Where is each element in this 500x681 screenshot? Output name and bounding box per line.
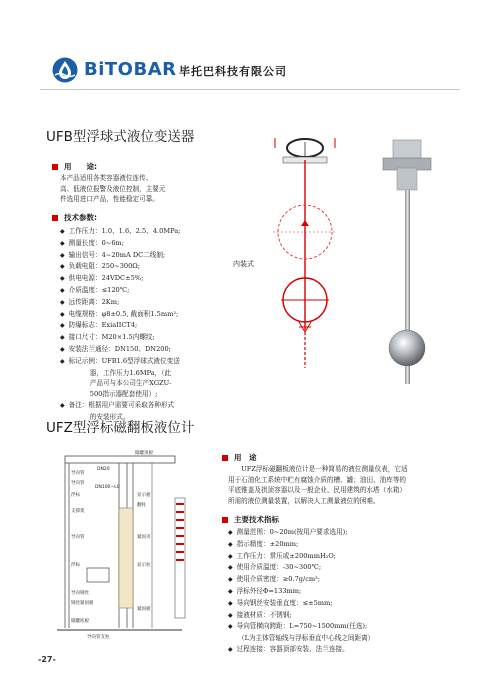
spec-text: （L为主体管轴线与浮标垂直中心线之间距离）	[238, 634, 375, 643]
diamond-bullet-icon: ◆	[60, 334, 65, 342]
spec-text: 工作压力：1.0、1.6、2.5、4.0MPa;	[68, 227, 181, 235]
diamond-bullet-icon: ◆	[60, 239, 65, 247]
spec-item	[228, 562, 468, 574]
water-drop-logo-icon	[52, 57, 78, 83]
spec-item	[60, 320, 240, 332]
ufz-diagram-label: 紧固板	[137, 607, 151, 612]
ufz-use-line: 所需的液位测量装置，以解决人工测量液位的困难。	[228, 496, 380, 505]
ufb-use-heading-text: 用 途:	[64, 162, 97, 171]
ufz-diagram-label: 显示柱	[137, 563, 151, 568]
spec-text: 使用介质密度：≥0.7g/cm³;	[236, 575, 321, 584]
ufb-diagram-label: 内装式	[233, 260, 254, 268]
ufz-diagram-label: 储罐底板	[71, 619, 89, 624]
ufb-use-line: 本产品适用各类容器液位连传、	[60, 174, 153, 182]
spec-text: 器，工作压力1.6MPa，（此	[70, 368, 172, 377]
diamond-bullet-icon: ◆	[60, 401, 65, 409]
ufz-diagram-label: 浮标	[71, 563, 80, 568]
brand-name: BiTOBAR	[84, 59, 177, 80]
spec-item	[228, 644, 468, 656]
ufz-diagram-label: 支撑架	[71, 509, 85, 514]
spec-item	[60, 285, 240, 297]
spec-item	[60, 400, 240, 412]
diamond-bullet-icon: ◆	[60, 286, 65, 294]
page-number: -27-	[38, 655, 56, 664]
diamond-bullet-icon: ◆	[228, 576, 233, 584]
ufz-diagram-label: 显示板	[137, 493, 151, 498]
spec-text: 500指示器配套使用）;	[70, 390, 158, 399]
spec-text: 负载电阻：250~300Ω;	[68, 262, 140, 271]
spec-text: 测量长度：0~6m;	[68, 238, 124, 247]
spec-text: 安装法兰通径：DN150、DN200;	[68, 344, 171, 353]
diamond-bullet-icon: ◆	[60, 263, 65, 271]
spec-text: 电缆规格：φ8±0.5, 截面积1.5mm²;	[68, 309, 179, 318]
ufz-diagram-label: 钢丝紧固板	[71, 601, 94, 606]
ufz-use-text	[228, 464, 468, 506]
ufz-spec-list	[228, 527, 468, 656]
spec-text: 输出信号：4~20mA DC二线制;	[68, 250, 166, 259]
ufb-use-text	[60, 173, 235, 205]
spec-text: 接液材质：不锈钢;	[236, 610, 292, 619]
ufz-title: UFZ型浮标磁翻板液位计	[46, 420, 195, 436]
spec-text: 导向管横向跨距：L=750~1500mm(任选);	[236, 622, 368, 631]
spec-item	[60, 344, 240, 356]
spec-item	[60, 238, 240, 250]
ufz-diagram-label: 导向钢丝	[71, 591, 89, 596]
spec-item	[60, 332, 240, 344]
spec-item	[228, 621, 468, 633]
diamond-bullet-icon: ◆	[228, 645, 233, 653]
spec-item	[60, 368, 240, 379]
diamond-bullet-icon: ◆	[60, 322, 65, 330]
ufz-flap-diagram	[57, 448, 222, 643]
ufz-use-heading-text: 用 途	[234, 453, 257, 462]
ufb-use-line: 高、低液位报警及液位控制，主要元	[60, 184, 166, 193]
diamond-bullet-icon: ◆	[228, 540, 233, 548]
spec-text: 介质温度：≤120℃;	[68, 285, 130, 294]
ufz-diagram-label: 浮标	[71, 493, 80, 498]
ufb-title: UFB型浮球式液位变送器	[46, 129, 195, 145]
red-square-bullet-icon	[222, 455, 228, 461]
spec-item	[60, 378, 240, 389]
ufz-diagram-label: 导向管	[71, 535, 85, 540]
spec-text: 的安装形式。	[70, 412, 130, 421]
spec-item	[228, 539, 468, 551]
diamond-bullet-icon: ◆	[60, 228, 65, 235]
diamond-bullet-icon: ◆	[60, 345, 65, 353]
spec-text: 浮标外径Φ=133mm;	[236, 586, 302, 595]
diamond-bullet-icon: ◆	[228, 611, 233, 619]
spec-item	[60, 261, 240, 273]
spec-text: 导向钢丝安装垂直度：≤±5mm;	[236, 598, 333, 607]
spec-item	[60, 389, 240, 400]
diamond-bullet-icon: ◆	[228, 552, 233, 560]
header-divider	[40, 89, 460, 90]
diamond-bullet-icon: ◆	[60, 357, 65, 365]
diamond-bullet-icon: ◆	[228, 564, 233, 572]
spec-item	[228, 610, 468, 622]
company-name: 毕托巴科技有限公司	[179, 65, 287, 78]
spec-item	[228, 598, 468, 610]
ufb-use-line: 件选用进口产品，性能稳定可靠。	[60, 195, 159, 204]
spec-text: 指示精度：±20mm;	[236, 539, 299, 548]
spec-item	[228, 586, 468, 598]
spec-item	[228, 574, 468, 586]
ufz-diagram-label: 储罐顶板	[135, 451, 153, 456]
spec-text: 过程连接：容器顶部安装、法兰连接。	[236, 644, 349, 653]
red-square-bullet-icon	[52, 164, 58, 170]
diamond-bullet-icon: ◆	[228, 599, 233, 607]
spec-item	[60, 297, 240, 309]
diamond-bullet-icon: ◆	[228, 623, 233, 631]
ufz-diagram-label: 紧固夹	[137, 535, 151, 540]
spec-text: 产品可与本公司生产XGZU-	[70, 379, 172, 388]
spec-item	[60, 309, 240, 321]
spec-item	[60, 273, 240, 285]
spec-text: 防爆标志：ExiaIICT4;	[68, 321, 138, 330]
ufz-use-heading	[222, 452, 257, 463]
ufb-use-heading	[52, 161, 97, 172]
red-square-bullet-icon	[52, 215, 58, 221]
ufb-spec-list	[60, 226, 240, 423]
ufz-diagram-label: 导向管	[71, 481, 85, 486]
spec-item	[60, 356, 240, 368]
diamond-bullet-icon: ◆	[60, 298, 65, 306]
ufz-params-heading	[222, 514, 279, 525]
diamond-bullet-icon: ◆	[60, 310, 65, 318]
spec-item	[60, 250, 240, 262]
spec-text: 工作压力：常压或±200mmH₂O;	[236, 551, 337, 560]
spec-item	[228, 527, 468, 539]
spec-item	[228, 551, 468, 563]
ufb-params-heading	[52, 212, 97, 223]
red-square-bullet-icon	[222, 517, 228, 523]
diamond-bullet-icon: ◆	[228, 529, 233, 536]
ufz-use-line: 用于石油化工系统中贮有腐蚀介质的槽、罐；油田、油库等的	[228, 475, 407, 484]
ufz-diagram-label: 导向管	[71, 471, 85, 476]
diamond-bullet-icon: ◆	[60, 275, 65, 283]
ufz-diagram-label: DN100~L0	[95, 485, 120, 490]
spec-item	[60, 226, 240, 238]
ufz-diagram-label: 翻柱	[137, 503, 146, 508]
spec-item	[228, 633, 468, 644]
ufb-float-diagram	[233, 120, 455, 395]
spec-text: 备注：根据用户需要可采取各种形式	[68, 400, 175, 409]
spec-text: 供电电源：24VDC±5%;	[68, 274, 144, 283]
spec-text: 远传距离：2Km;	[68, 297, 120, 306]
spec-text: 测量范围：0~20m(按用户要求选用);	[236, 528, 348, 536]
ufz-use-line: UFZ浮标磁翻板液位计是一种简易的液位测量仪表，它适	[228, 465, 408, 473]
ufz-params-heading-text: 主要技术指标	[234, 515, 279, 524]
spec-text: 接口尺寸：M20×1.5内螺纹;	[68, 333, 155, 342]
ufb-params-heading-text: 技术参数:	[64, 213, 97, 222]
spec-text: 使用介质温度：-30~300℃;	[236, 563, 322, 572]
spec-text: 标记示例：UFB1.6型浮球式液位变送	[68, 356, 180, 365]
diamond-bullet-icon: ◆	[60, 251, 65, 259]
diamond-bullet-icon: ◆	[228, 587, 233, 595]
ufz-diagram-label: 导向管支柱	[87, 635, 110, 640]
ufz-diagram-label: DN20	[97, 467, 110, 472]
ufz-use-line: 平底锥盖及拱顶容器以及一般企业、民用建筑的水塔（水箱）	[228, 486, 407, 495]
